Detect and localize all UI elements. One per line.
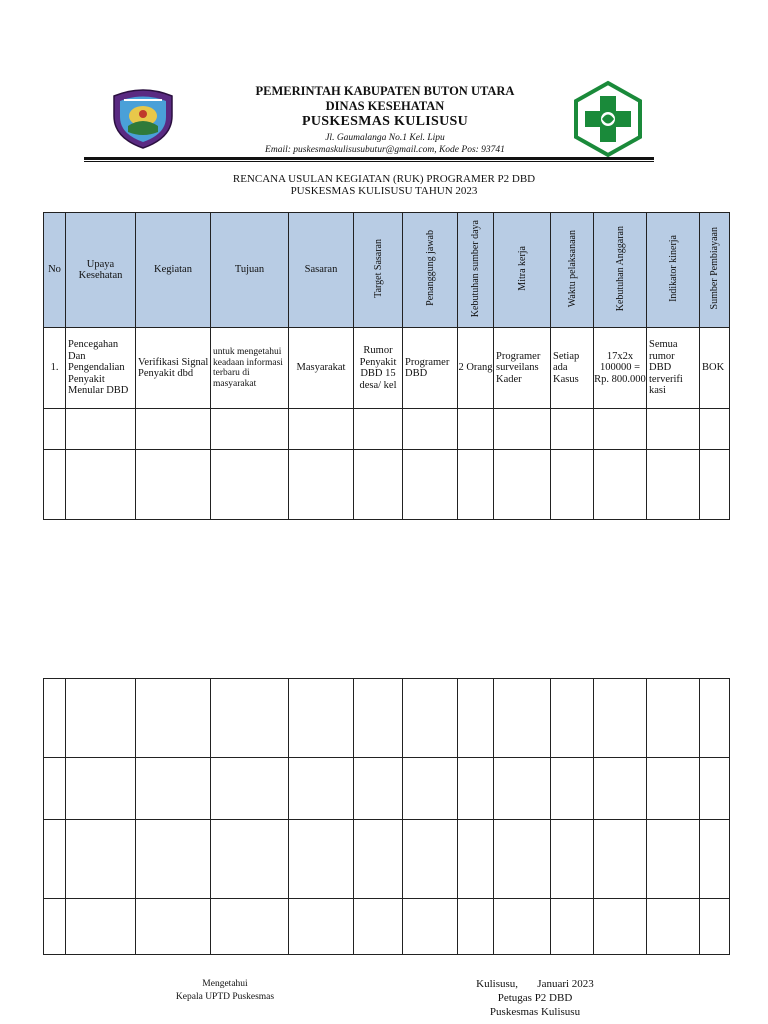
- ruk-table-continued: [43, 678, 730, 955]
- signature-left-title: Kepala UPTD Puskesmas: [175, 992, 275, 1002]
- document-title: RENCANA USULAN KEGIATAN (RUK) PROGRAMER P2 DBD: [232, 173, 536, 185]
- column-header-kegiatan: Kegiatan: [136, 213, 211, 328]
- cell-kegiatan: Verifikasi Signal Penyakit dbd: [136, 328, 211, 409]
- column-header-mitra-text: Mitra kerja: [516, 245, 528, 291]
- cell-pj: Programer DBD: [403, 328, 458, 409]
- column-header-target-text: Target Sasaran: [372, 238, 384, 298]
- column-header-pembiayaan: [700, 213, 730, 328]
- signature-right-date: Kulisusu, Januari 2023: [476, 978, 594, 990]
- column-header-sumber-daya: [458, 213, 494, 328]
- cell-sasaran: Masyarakat: [289, 328, 354, 409]
- column-header-waktu: [551, 213, 594, 328]
- header-contact: Email: puskesmaskulisusubutur@gmail.com, Kode Pos: 93741: [265, 145, 505, 155]
- column-header-pembiayaan-text: Sumber Pembiayaan: [709, 227, 720, 310]
- column-header-anggaran-text: Kebutuhan Anggaran: [614, 225, 626, 311]
- table-row: [44, 328, 730, 409]
- signature-left-label: Mengetahui: [202, 979, 248, 989]
- column-header-tujuan: Tujuan: [211, 213, 289, 328]
- column-header-mitra: [494, 213, 551, 328]
- cell-mitra: Programer surveilans Kader: [494, 328, 551, 409]
- column-header-sumber-daya-text: Kebutuhan sumber daya: [470, 219, 481, 317]
- signature-right-title: Petugas P2 DBD: [497, 992, 573, 1004]
- header-divider-thick: [84, 157, 654, 160]
- column-header-no: No: [44, 213, 66, 328]
- ruk-table: [43, 212, 730, 520]
- column-header-pj: [403, 213, 458, 328]
- cell-tujuan: untuk mengetahui keadaan informasi terbaru di masyarakat: [211, 328, 289, 409]
- cell-pembiayaan: BOK: [700, 328, 730, 409]
- regency-emblem-logo: [108, 86, 178, 150]
- table-row-empty: [44, 679, 730, 758]
- document-subtitle: PUSKESMAS KULISUSU TAHUN 2023: [290, 185, 478, 197]
- cell-anggaran: 17x2x 100000 = Rp. 800.000: [594, 328, 647, 409]
- header-address: Jl. Gaumalanga No.1 Kel. Lipu: [325, 133, 445, 143]
- header-puskesmas-name: PUSKESMAS KULISUSU: [301, 114, 469, 129]
- cell-sumber-daya: 2 Orang: [458, 328, 494, 409]
- cell-no: 1.: [44, 328, 66, 409]
- header-divider-thin: [84, 161, 654, 162]
- cell-target: Rumor Penyakit DBD 15 desa/ kel: [354, 328, 403, 409]
- cell-waktu: Setiap ada Kasus: [551, 328, 594, 409]
- table-row-empty: [44, 820, 730, 899]
- table-row-empty: [44, 758, 730, 820]
- table-row-empty: [44, 899, 730, 955]
- puskesmas-cross-logo: [572, 80, 644, 158]
- signature-right-org: Puskesmas Kulisusu: [489, 1006, 581, 1018]
- column-header-indikator-text: Indikator kinerja: [667, 234, 679, 302]
- column-header-sasaran: Sasaran: [289, 213, 354, 328]
- cell-indikator: Semua rumor DBD terverifi kasi: [647, 328, 700, 409]
- table-row-empty: [44, 450, 730, 520]
- cell-upaya: Pencegahan Dan Pengendalian Penyakit Menular DBD: [66, 328, 136, 409]
- column-header-upaya: Upaya Kesehatan: [66, 213, 136, 328]
- column-header-target: [354, 213, 403, 328]
- table-header-row: [44, 213, 730, 328]
- column-header-indikator: [647, 213, 700, 328]
- column-header-anggaran: [594, 213, 647, 328]
- column-header-waktu-text: Waktu pelaksanaan: [566, 229, 578, 307]
- header-government-line: PEMERINTAH KABUPATEN BUTON UTARA: [255, 84, 515, 98]
- header-department-line: DINAS KESEHATAN: [325, 99, 445, 113]
- table-row-empty: [44, 409, 730, 450]
- column-header-pj-text: Penanggung jawab: [424, 230, 436, 307]
